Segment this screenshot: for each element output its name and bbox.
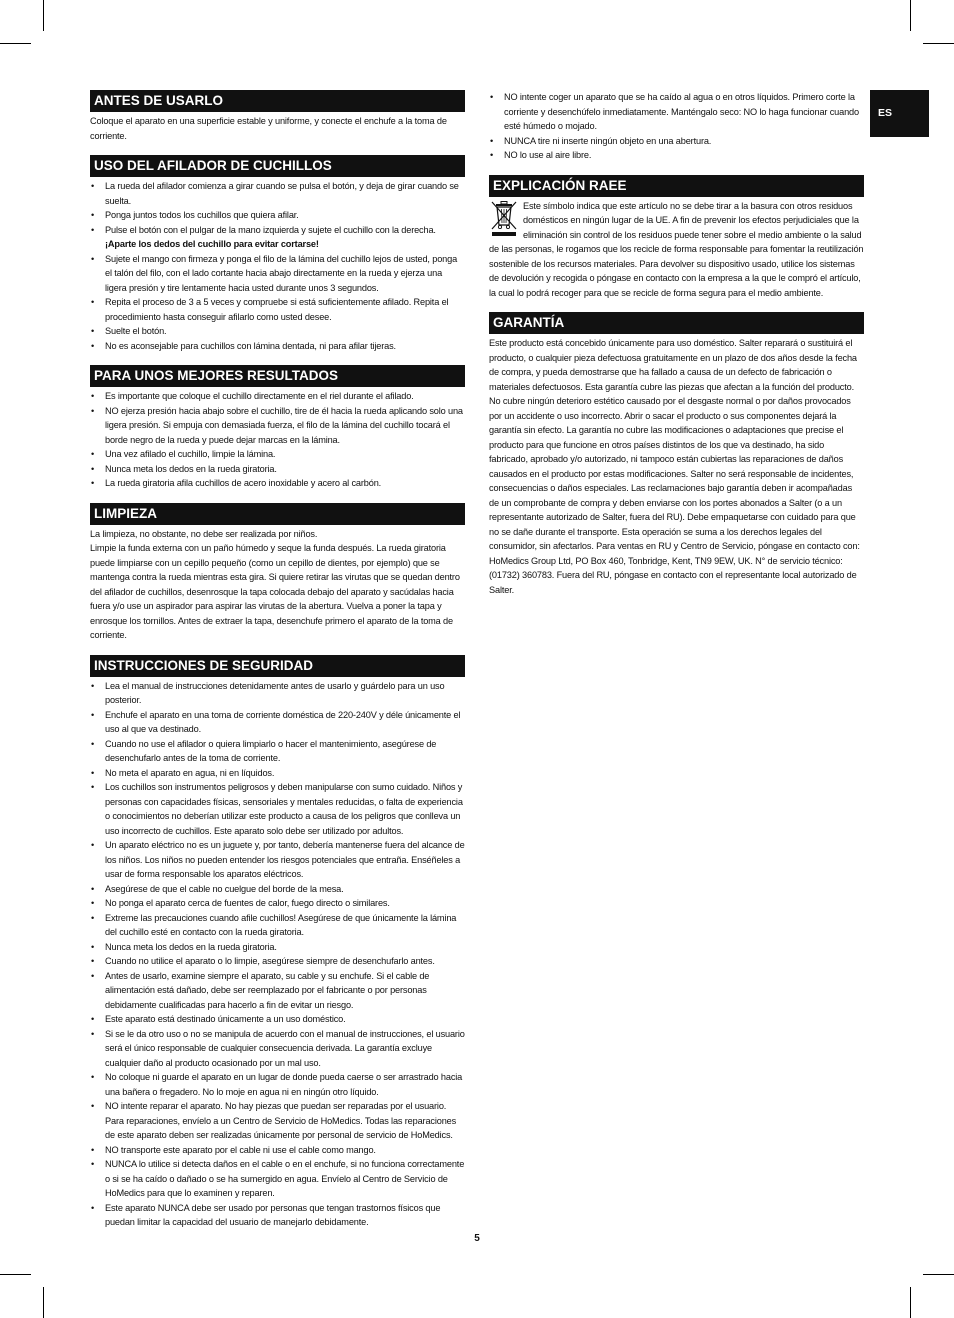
section-resultados: [90, 365, 465, 491]
list-item: • NO intente coger un aparato que se ha caído al agua o en otros líquidos. Primero corte la corriente y desenchúfelo inmediatamente. Manténgalo seco: NO lo haga funcionar cuando esté húmedo o mojado.: [489, 90, 864, 134]
list-item: • NO transporte este aparato por el cable ni use el cable como mango.: [90, 1143, 465, 1158]
section-body: Limpie la funda externa con un paño húmedo y seque la funda después. La rueda giratoria puede limpiarse con un cepillo pequeño (como un cepillo de dientes, por ejemplo) que se mantenga contra la rueda mientras esta gira. Si quiere retirar las virutas que se quedan dentro del afilador de cuchillos, desenrosque la tapa colocada debajo del aparato y sacúdalas hacia fuera y/o use un aspirador para aspirar las virutas de la abertura. Vuelva a poner la tapa y enrosque los tornillos. Antes de extraer la tapa, desenchufe primero el aparato de la toma de corriente.: [90, 543, 460, 640]
list-item: • Una vez afilado el cuchillo, limpie la lámina.: [90, 447, 465, 462]
bullet-list: [90, 179, 465, 353]
right-column: [489, 90, 864, 609]
crop-mark: [0, 1274, 31, 1275]
language-tab: ES: [870, 90, 929, 137]
list-item: • NUNCA lo utilice si detecta daños en el cable o en el enchufe, si no funciona correctamente o si se ha caído o dañado o se ha sumergido en agua. Envíelo al Centro de Servicio de HoMedics para que lo examinen y reparen.: [90, 1157, 465, 1201]
section-heading: PARA UNOS MEJORES RESULTADOS: [90, 365, 465, 387]
section-limpieza: [90, 503, 465, 643]
crop-mark: [910, 1287, 911, 1318]
list-item: • Sujete el mango con firmeza y ponga el filo de la lámina del cuchillo lejos de usted, ponga el talón del filo, con el lado cortante hacia abajo directamente en la rueda y ejerza una ligera presión y tire lentamente hacia usted durante unos 3 segundos.: [90, 252, 465, 296]
list-item: • Si se le da otro uso o no se manipula de acuerdo con el manual de instrucciones, el usuario será el único responsable de cualquier consecuencia derivada. La garantía excluye cualquier daño al producto ocasionado por un mal uso.: [90, 1027, 465, 1071]
list-item: • La rueda del afilador comienza a girar cuando se pulsa el botón, y deja de girar cuando se suelta.: [90, 179, 465, 208]
list-item: • NUNCA tire ni inserte ningún objeto en una abertura.: [489, 134, 864, 149]
list-item: • Asegúrese de que el cable no cuelgue del borde de la mesa.: [90, 882, 465, 897]
crop-mark: [0, 43, 31, 44]
list-item: • Cuando no utilice el aparato o lo limpie, asegúrese siempre de desenchufarlo antes.: [90, 954, 465, 969]
section-body: Este símbolo indica que este artículo no se debe tirar a la basura con otros residuos domésticos en ningún lugar de la UE. A fin de prevenir los efectos perjudiciales que la eliminación sin control de los residuos puede tener sobre el medio ambiente o la salud de las personas, le rogamos que los recicle de forma responsable para fomentar la reutilización sostenible de los recursos materiales. Para devolver su dispositivo usado, utilice los sistemas de devolución y recogida o póngase en contacto con la empresa a la que le compró el artículo, la cual lo podrá recoger para que se recicle de forma segura para el medio ambiente.: [489, 200, 864, 298]
section-seguridad: [90, 655, 465, 1230]
section-heading: USO DEL AFILADOR DE CUCHILLOS: [90, 155, 465, 177]
list-item: • Extreme las precauciones cuando afile cuchillos! Asegúrese de que únicamente la lámina del cuchillo esté en contacto con la rueda giratoria.: [90, 911, 465, 940]
list-item: • La rueda giratoria afila cuchillos de acero inoxidable y acero al carbón.: [90, 476, 465, 491]
warning-text: ¡Aparte los dedos del cuchillo para evitar cortarse!: [105, 239, 319, 249]
section-body: La limpieza, no obstante, no debe ser realizada por niños.: [90, 528, 318, 539]
bullet-list: [489, 90, 864, 163]
section-heading: INSTRUCCIONES DE SEGURIDAD: [90, 655, 465, 677]
list-item: • Los cuchillos son instrumentos peligrosos y deben manipularse con sumo cuidado. Niños y personas con capacidades físicas, sensoriales y mentales reducidas, o falta de experiencia o conocimientos no deberían utilizar este producto a causa de los peligros que conlleva un uso incorrecto de cuchillos. Este aparato solo debe ser utilizado por adultos.: [90, 780, 465, 838]
list-item: • Es importante que coloque el cuchillo directamente en el riel durante el afilado.: [90, 389, 465, 404]
crossed-out-bin-icon: [489, 199, 519, 237]
list-item: • Lea el manual de instrucciones detenidamente antes de usarlo y guárdelo para un uso posterior.: [90, 679, 465, 708]
list-item: • Un aparato eléctrico no es un juguete y, por tanto, debería mantenerse fuera del alcance de los niños. Los niños no pueden entender los riesgos potenciales que entraña. Enséñeles a usar de forma responsable los aparatos eléctricos.: [90, 838, 465, 882]
list-item: • NO lo use al aire libre.: [489, 148, 864, 163]
list-item: • Suelte el botón.: [90, 324, 465, 339]
crop-mark: [923, 43, 954, 44]
list-item: • Repita el proceso de 3 a 5 veces y compruebe si está suficientemente afilado. Repita el procedimiento hasta conseguir afilarlo como usted desee.: [90, 295, 465, 324]
crop-mark: [43, 0, 44, 31]
bullet-list: [90, 679, 465, 1230]
section-heading: ANTES DE USARLO: [90, 90, 465, 112]
section-heading: LIMPIEZA: [90, 503, 465, 525]
section-heading: GARANTÍA: [489, 312, 864, 334]
section-raee: [489, 175, 864, 301]
list-item: • Este aparato está destinado únicamente a un uso doméstico.: [90, 1012, 465, 1027]
section-antes: [90, 90, 465, 143]
list-item: • Nunca meta los dedos en la rueda giratoria.: [90, 462, 465, 477]
crop-mark: [910, 0, 911, 31]
list-item: • Cuando no use el afilador o quiera limpiarlo o hacer el mantenimiento, asegúrese de desenchufarlo antes de la toma de corriente.: [90, 737, 465, 766]
list-item: • Antes de usarlo, examine siempre el aparato, su cable y su enchufe. Si el cable de alimentación está dañado, debe ser reemplazado por el fabricante o por personas debidamente cualificadas para hacerlo a fin de evitar un riesgo.: [90, 969, 465, 1013]
section-body: Este producto está concebido únicamente para uso doméstico. Salter reparará o sustituirá el producto, o cualquier pieza defectuosa gratuitamente en un plazo de dos años desde la fecha de compra, y pueda demostrarse que ha fallado a causa de un defecto de fabricación o materiales defectuosos. Esta garantía cubre las piezas que afectan a la función del producto. No cubre ningún deterioro estético causado por el desgaste normal o por daños provocados por un accidente o uso incorrecto. Abrir o sacar el producto o sus componentes dejará la garantía sin efecto. La garantía no cubre las modificaciones o adaptaciones que precise el producto para que funcione en otros países distintos de los que va destinado, ha sido fabricado, aprobado y/o autorizado, ni tampoco están cubiertas las reparaciones de daños causados en el producto por estas modificaciones. Salter no será responsable de incidentes, consecuencias o daños especiales. Las reclamaciones bajo garantía deben ir acompañadas de un comprobante de compra y deben enviarse con los portes abonados a Salter (o a un representante autorizado de Salter, fuera del RU). Debe empaquetarse con cuidado para que no se dañe durante el transporte. Esta operación se suma a los derechos legales del consumidor, sin afectarlos. Para ventas en RU y Centro de Servicio, póngase en contacto con: HoMedics Group Ltd, PO Box 460, Tonbridge, Kent, TN9 9EW, UK. N° de servicio técnico: (01732) 360783. Fuera del RU, póngase en contacto con el representante local autorizado de Salter.: [489, 338, 860, 595]
section-seguridad-cont: [489, 90, 864, 163]
section-garantia: [489, 312, 864, 597]
list-item: [90, 223, 465, 252]
list-item: • No es aconsejable para cuchillos con lámina dentada, ni para afilar tijeras.: [90, 339, 465, 354]
list-item: • Nunca meta los dedos en la rueda giratoria.: [90, 940, 465, 955]
list-item-text: Pulse el botón con el pulgar de la mano izquierda y sujete el cuchillo con la derecha.: [105, 224, 436, 235]
left-column: [90, 90, 465, 1242]
list-item: • No coloque ni guarde el aparato en un lugar de donde pueda caerse o ser arrastrado hacia una bañera o fregadero. No lo moje en agua ni en ningún otro líquido.: [90, 1070, 465, 1099]
list-item: • Ponga juntos todos los cuchillos que quiera afilar.: [90, 208, 465, 223]
list-item: • No ponga el aparato cerca de fuentes de calor, fuego directo o similares.: [90, 896, 465, 911]
section-body: Coloque el aparato en una superficie estable y uniforme, y conecte el enchufe a la toma de corriente.: [90, 116, 447, 141]
list-item: • NO ejerza presión hacia abajo sobre el cuchillo, tire de él hacia la rueda aplicando solo una ligera presión. Si empuja con demasiada fuerza, el filo de la lámina del cuchillo tocará el borde negro de la rueda y puede dejar marcas en la lámina.: [90, 404, 465, 448]
list-item: • No meta el aparato en agua, ni en líquidos.: [90, 766, 465, 781]
section-heading: EXPLICACIÓN RAEE: [489, 175, 864, 197]
bullet-list: [90, 389, 465, 491]
page-number: 5: [474, 1233, 480, 1244]
list-item: • Enchufe el aparato en una toma de corriente doméstica de 220-240V y déle únicamente el uso al que va destinado.: [90, 708, 465, 737]
list-item: • Este aparato NUNCA debe ser usado por personas que tengan trastornos físicos que puedan limitar la capacidad del usuario de manejarlo debidamente.: [90, 1201, 465, 1230]
section-uso: [90, 155, 465, 353]
list-item: • NO intente reparar el aparato. No hay piezas que puedan ser reparadas por el usuario. Para reparaciones, envíelo a un Centro de Servicio de HoMedics. Todas las reparaciones de este aparato deben ser realizadas únicamente por personal de servicio de HoMedics.: [90, 1099, 465, 1143]
crop-mark: [923, 1274, 954, 1275]
crop-mark: [43, 1287, 44, 1318]
